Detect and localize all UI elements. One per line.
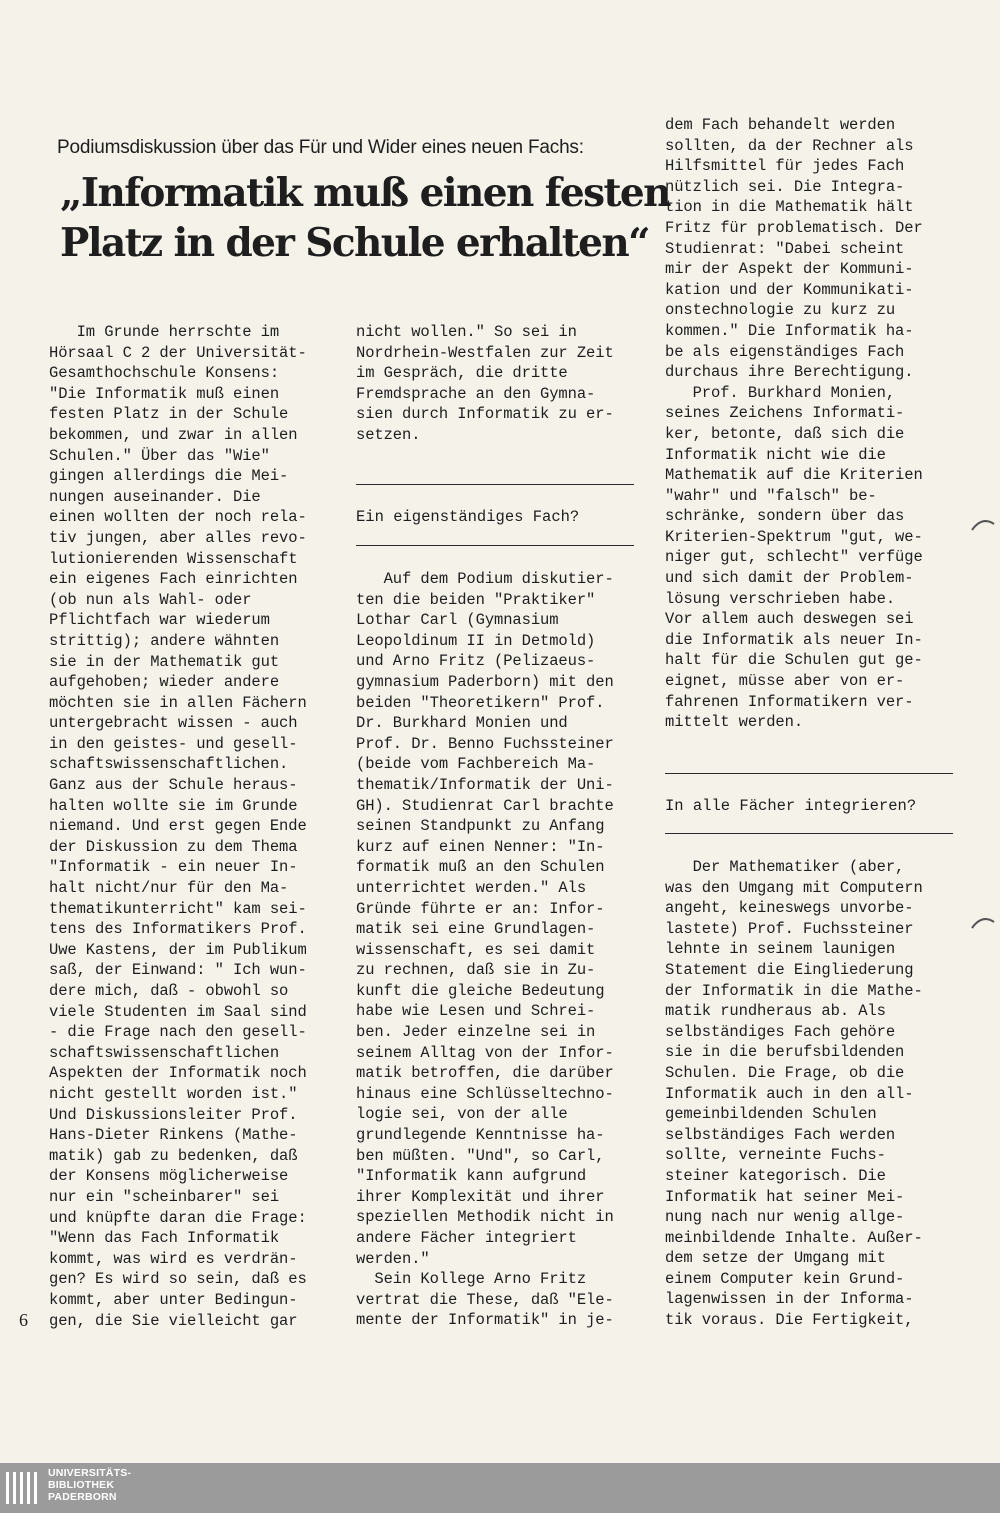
text-line: tion in die Mathematik hält [665,198,914,217]
text-line: kommt, aber unter Bedingun- [49,1290,298,1309]
text-line: tens des Informatikers Prof. [49,920,307,939]
section-rule-bottom [665,833,953,834]
text-line: nung nach nur wenig allge- [665,1208,905,1227]
text-line: (ob nun als Wahl- oder [49,590,252,609]
text-line: Im Grunde herrschte im [49,323,280,341]
text-line: ben. Jeder einzelne sei in [356,1023,596,1042]
text-line: Vor allem auch deswegen sei [665,610,914,629]
text-line: was den Umgang mit Computern [665,878,923,897]
section-rule-bottom [356,545,634,546]
text-line: speziellen Methodik nicht in [356,1208,614,1227]
text-line: der Diskussion zu dem Thema [49,837,298,856]
text-line: mittelt werden. [665,713,804,732]
text-line: schränke, sondern über das [665,507,905,526]
text-line: habe wie Lesen und Schrei- [356,1002,596,1021]
text-line: selbständiges Fach gehöre [665,1022,896,1041]
text-line: seinen Standpunkt zu Anfang [356,817,605,836]
text-line: sollte, verneinte Fuchs- [665,1146,886,1165]
text-line: gen, die Sie vielleicht gar [49,1311,298,1330]
text-line: Uwe Kastens, der im Publikum [49,940,307,959]
text-line: und Arno Fritz (Pelizaeus- [356,652,596,671]
text-line: Fritz für problematisch. Der [665,218,923,237]
text-line: lehnte in seinem launigen [665,940,896,959]
text-line: gen? Es wird so sein, daß es [49,1270,307,1289]
text-line: seinem Alltag von der Infor- [356,1043,614,1062]
text-line: Informatik nicht wie die [665,445,886,464]
text-line: ker, betonte, daß sich die [665,424,905,443]
library-name-line: UNIVERSITÄTS- [48,1467,132,1479]
text-column-2-top [356,322,646,446]
text-line: "Informatik kann aufgrund [356,1167,587,1186]
text-line: mente der Informatik" in je- [356,1311,614,1330]
text-line: kunft die gleiche Bedeutung [356,981,605,1000]
section-subhead-alle-faecher: In alle Fächer integrieren? [665,797,917,815]
text-line: Auf dem Podium diskutier- [356,570,614,588]
text-line: nützlich sei. Die Integra- [665,177,905,196]
text-line: niemand. Und erst gegen Ende [49,817,307,836]
text-line: Gründe führte er an: Infor- [356,899,605,918]
text-line: lösung verschrieben habe. [665,589,896,608]
text-line: seines Zeichens Informati- [665,404,905,423]
text-line: zu rechnen, daß sie in Zu- [356,961,596,980]
text-line: schaftswissenschaftlichen [49,1043,280,1062]
text-line: halten wollte sie im Grunde [49,796,298,815]
text-column-3-top [665,115,960,733]
text-line: selbständiges Fach werden [665,1125,896,1144]
library-logo-icon [4,1468,44,1508]
text-line: "Informatik - ein neuer In- [49,858,298,877]
text-line: Hörsaal C 2 der Universität- [49,343,307,362]
text-line: GH). Studienrat Carl brachte [356,796,614,815]
text-line: die Informatik als neuer In- [665,630,923,649]
text-line: formatik muß an den Schulen [356,858,605,877]
text-line: möchten sie in allen Fächern [49,693,307,712]
text-line: logie sei, von der alle [356,1105,568,1124]
text-line: nur ein "scheinbarer" sei [49,1187,280,1206]
text-line: thematikunterricht" kam sei- [49,899,307,918]
text-line: der Informatik in die Mathe- [665,981,923,1000]
text-line: thematik/Informatik der Uni- [356,775,614,794]
text-line: Informatik hat seiner Mei- [665,1187,905,1206]
text-line: lutionierenden Wissenschaft [49,549,298,568]
text-line: halt nicht/nur für den Ma- [49,879,289,898]
text-line: Kriterien-Spektrum "gut, we- [665,527,923,546]
text-line: - die Frage nach den gesell- [49,1023,307,1042]
text-line: fahrenen Informatikern ver- [665,692,914,711]
text-line: Mathematik auf die Kriterien [665,466,923,485]
text-line: sollten, da der Rechner als [665,136,914,155]
text-line: durchaus ihre Berechtigung. [665,363,914,382]
headline-line: Platz in der Schule erhalten“ [60,220,649,266]
text-line: schaftswissenschaftlichen. [49,755,289,774]
section-subhead-eigenstaendiges-fach: Ein eigenständiges Fach? [356,508,580,526]
text-line: und sich damit der Problem- [665,569,914,588]
text-line: Lothar Carl (Gymnasium [356,611,559,630]
library-name-line: BIBLIOTHEK [48,1479,115,1491]
text-line: Hilfsmittel für jedes Fach [665,157,905,176]
text-line: Prof. Burkhard Monien, [665,383,896,402]
text-line: festen Platz in der Schule [49,405,289,424]
text-line: saß, der Einwand: " Ich wun- [49,961,307,980]
text-line: Der Mathematiker (aber, [665,858,905,876]
library-name-line: PADERBORN [48,1491,117,1503]
text-line: meinbildende Inhalte. Außer- [665,1228,923,1247]
text-line: Und Diskussionsleiter Prof. [49,1105,298,1124]
text-line: kurz auf einen Nenner: "In- [356,837,605,856]
text-line: Statement die Eingliederung [665,960,914,979]
text-line: wissenschaft, es sei damit [356,940,596,959]
section-rule-top [665,773,953,774]
text-line: ten die beiden "Praktiker" [356,590,596,609]
text-line: matik betroffen, die darüber [356,1064,614,1083]
text-line: Leopoldinum II in Detmold) [356,631,596,650]
text-line: Studienrat: "Dabei scheint [665,239,905,258]
text-column-2-bottom [356,569,646,1331]
text-line: Fremdsprache an den Gymna- [356,384,596,403]
text-line: Prof. Dr. Benno Fuchssteiner [356,734,614,753]
text-line: kommt, was wird es verdrän- [49,1249,298,1268]
library-footer-bar [0,1463,1000,1513]
text-line: niger gut, schlecht" verfüge [665,548,923,567]
text-column-1 [49,322,349,1331]
text-line: dem Fach behandelt werden [665,116,896,134]
article-headline [60,168,670,268]
page-number: 6 [19,1310,28,1330]
text-line: viele Studenten im Saal sind [49,1002,307,1021]
text-line: Sein Kollege Arno Fritz [356,1270,587,1289]
text-line: Schulen." Über das "Wie" [49,446,270,465]
text-line: gingen allerdings die Mei- [49,467,289,486]
text-line: bekommen, und zwar in allen [49,425,298,444]
text-line: matik rundheraus ab. Als [665,1002,886,1021]
text-line: eignet, müsse aber von er- [665,672,905,691]
text-line: kation und der Kommunikati- [665,280,914,299]
text-line: beiden "Theoretikern" Prof. [356,693,605,712]
text-line: gemeinbildenden Schulen [665,1105,877,1124]
text-line: Ganz aus der Schule heraus- [49,776,298,795]
text-line: tik voraus. Die Fertigkeit, [665,1311,914,1330]
text-line: sie in der Mathematik gut [49,652,280,671]
text-line: nungen auseinander. Die [49,487,261,506]
text-line: halt für die Schulen gut ge- [665,651,923,670]
text-line: ihrer Komplexität und ihrer [356,1187,605,1206]
text-line: hinaus eine Schlüsseltechno- [356,1084,614,1103]
text-line: matik sei eine Grundlagen- [356,920,596,939]
headline-line: „Informatik muß einen festen [60,170,670,216]
text-line: sien durch Informatik zu er- [356,405,614,424]
text-line: dem setze der Umgang mit [665,1249,886,1268]
text-line: vertrat die These, daß "Ele- [356,1290,614,1309]
text-line: und knüpfte daran die Frage: [49,1208,307,1227]
text-line: Aspekten der Informatik noch [49,1064,307,1083]
text-line: "Die Informatik muß einen [49,384,280,403]
text-line: Schulen. Die Frage, ob die [665,1063,905,1082]
text-line: untergebracht wissen - auch [49,714,298,733]
text-line: andere Fächer integriert [356,1229,577,1247]
text-line: ben müßten. "Und", so Carl, [356,1146,605,1165]
text-line: nicht gestellt worden ist." [49,1084,298,1103]
text-line: setzen. [356,425,421,444]
text-line: lastete) Prof. Fuchssteiner [665,919,914,938]
text-line: Hans-Dieter Rinkens (Mathe- [49,1126,298,1145]
text-line: in den geistes- und gesell- [49,734,298,753]
binding-hole-mark-icon [970,912,996,932]
binding-hole-mark-icon [970,514,996,534]
text-line: dere mich, daß - obwohl so [49,982,289,1000]
text-line: der Konsens möglicherweise [49,1167,289,1186]
text-line: Nordrhein-Westfalen zur Zeit [356,343,614,362]
text-line: tiv jungen, aber alles revo- [49,528,307,547]
text-line: Informatik auch in den all- [665,1084,914,1103]
text-line: "Wenn das Fach Informatik [49,1229,280,1248]
text-line: einen wollten der noch rela- [49,508,307,527]
article-kicker: Podiumsdiskussion über das Für und Wider eines neuen Fachs: [57,137,584,158]
text-line: (beide vom Fachbereich Ma- [356,755,596,774]
library-name [48,1467,131,1503]
text-line: angeht, keineswegs unvorbe- [665,899,914,918]
text-line: einem Computer kein Grund- [665,1269,905,1288]
text-line: mir der Aspekt der Kommuni- [665,260,914,279]
text-line: werden." [356,1249,430,1268]
text-line: ein eigenes Fach einrichten [49,570,298,589]
text-line: unterrichtet werden." Als [356,878,587,897]
text-line: kommen." Die Informatik ha- [665,321,914,340]
text-line: be als eigenständiges Fach [665,342,905,361]
section-rule-top [356,484,634,485]
text-column-3-bottom [665,857,960,1331]
text-line: sie in die berufsbildenden [665,1043,905,1062]
text-line: gymnasium Paderborn) mit den [356,672,614,691]
text-line: strittig); andere wähnten [49,631,280,650]
text-line: "wahr" und "falsch" be- [665,486,877,505]
text-line: Dr. Burkhard Monien und [356,714,568,733]
text-line: Pflichtfach war wiederum [49,611,270,630]
text-line: nicht wollen." So sei in [356,323,577,341]
text-line: onstechnologie zu kurz zu [665,301,896,320]
text-line: lagenwissen in der Informa- [665,1290,914,1309]
text-line: steiner kategorisch. Die [665,1166,886,1185]
text-line: im Gespräch, die dritte [356,364,568,383]
text-line: matik) gab zu bedenken, daß [49,1146,298,1165]
text-line: aufgehoben; wieder andere [49,673,280,692]
text-line: Gesamthochschule Konsens: [49,364,280,383]
text-line: grundlegende Kenntnisse ha- [356,1126,605,1145]
